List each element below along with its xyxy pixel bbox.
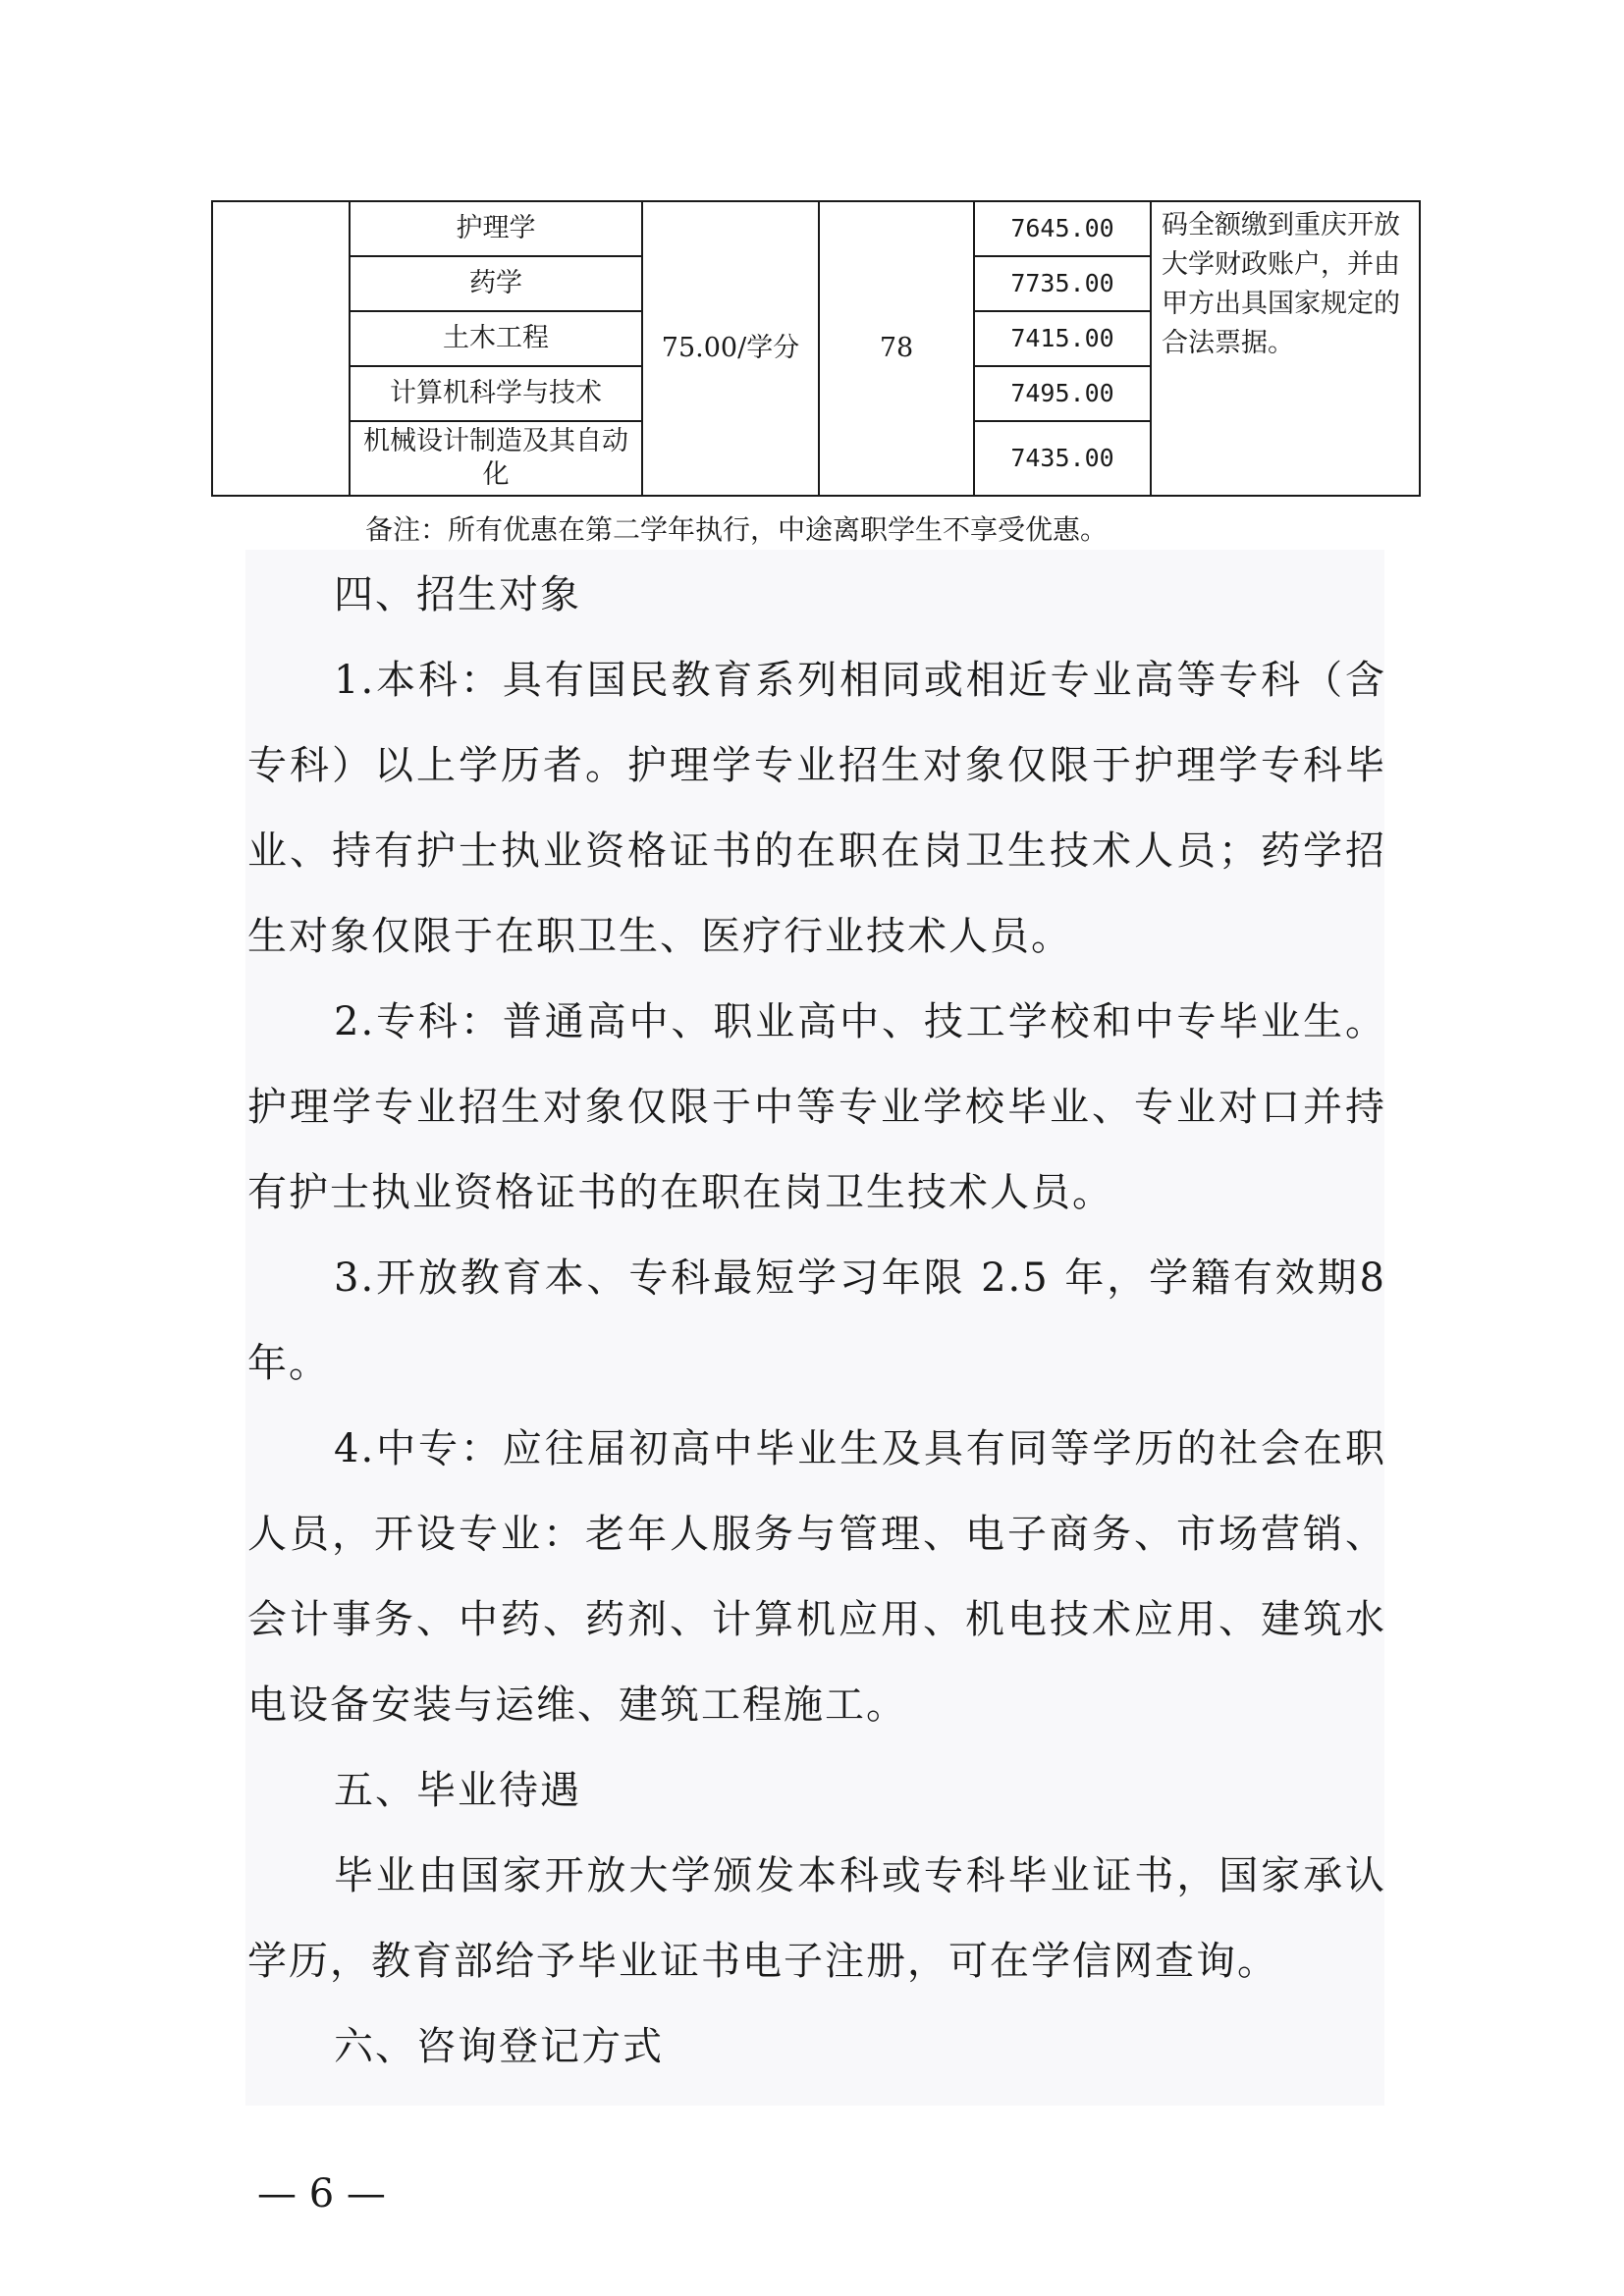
section-heading: 四、招生对象 — [334, 572, 581, 617]
table-remark: 备注：所有优惠在第二学年执行，中途离职学生不享受优惠。 — [365, 513, 1109, 546]
credits-cell: 78 — [819, 201, 974, 496]
paragraph: 4.中专：应往届初高中毕业生及具有同等学历的社会在职人员，开设专业：老年人服务与管理、电子商务、市场营销、会计事务、中药、药剂、计算机应用、机电技术应用、建筑水电设备安装与运维、建筑工程施工。 — [247, 1426, 1386, 1728]
fee-cell: 7735.00 — [974, 256, 1151, 311]
page-number: — 6 — — [257, 2171, 386, 2216]
payment-note-cell: 码全额缴到重庆开放大学财政账户，并由甲方出具国家规定的合法票据。 — [1151, 201, 1420, 496]
body-text — [247, 553, 1386, 2090]
major-cell: 护理学 — [350, 201, 642, 256]
unit-price-cell: 75.00/学分 — [642, 201, 819, 496]
table-row — [212, 201, 1420, 256]
paragraph: 3.开放教育本、专科最短学习年限 2.5 年，学籍有效期8 年。 — [247, 1255, 1386, 1386]
section-heading: 五、毕业待遇 — [334, 1768, 581, 1813]
fee-cell: 7435.00 — [974, 421, 1151, 496]
paragraph: 毕业由国家开放大学颁发本科或专科毕业证书，国家承认学历，教育部给予毕业证书电子注册，可在学信网查询。 — [247, 1853, 1386, 1984]
fee-table — [211, 200, 1421, 497]
section-heading: 六、咨询登记方式 — [334, 2024, 664, 2069]
blank-cell — [212, 201, 350, 496]
fee-cell: 7645.00 — [974, 201, 1151, 256]
major-cell: 药学 — [350, 256, 642, 311]
major-cell: 计算机科学与技术 — [350, 366, 642, 421]
paragraph: 2.专科：普通高中、职业高中、技工学校和中专毕业生。护理学专业招生对象仅限于中等专业学校毕业、专业对口并持有护士执业资格证书的在职在岗卫生技术人员。 — [247, 999, 1386, 1215]
fee-cell: 7415.00 — [974, 311, 1151, 366]
paragraph: 1.本科：具有国民教育系列相同或相近专业高等专科（含专科）以上学历者。护理学专业招生对象仅限于护理学专科毕业、持有护士执业资格证书的在职在岗卫生技术人员；药学招生对象仅限于在职卫生、医疗行业技术人员。 — [247, 658, 1386, 959]
fee-cell: 7495.00 — [974, 366, 1151, 421]
major-cell: 土木工程 — [350, 311, 642, 366]
major-cell: 机械设计制造及其自动化 — [350, 421, 642, 496]
